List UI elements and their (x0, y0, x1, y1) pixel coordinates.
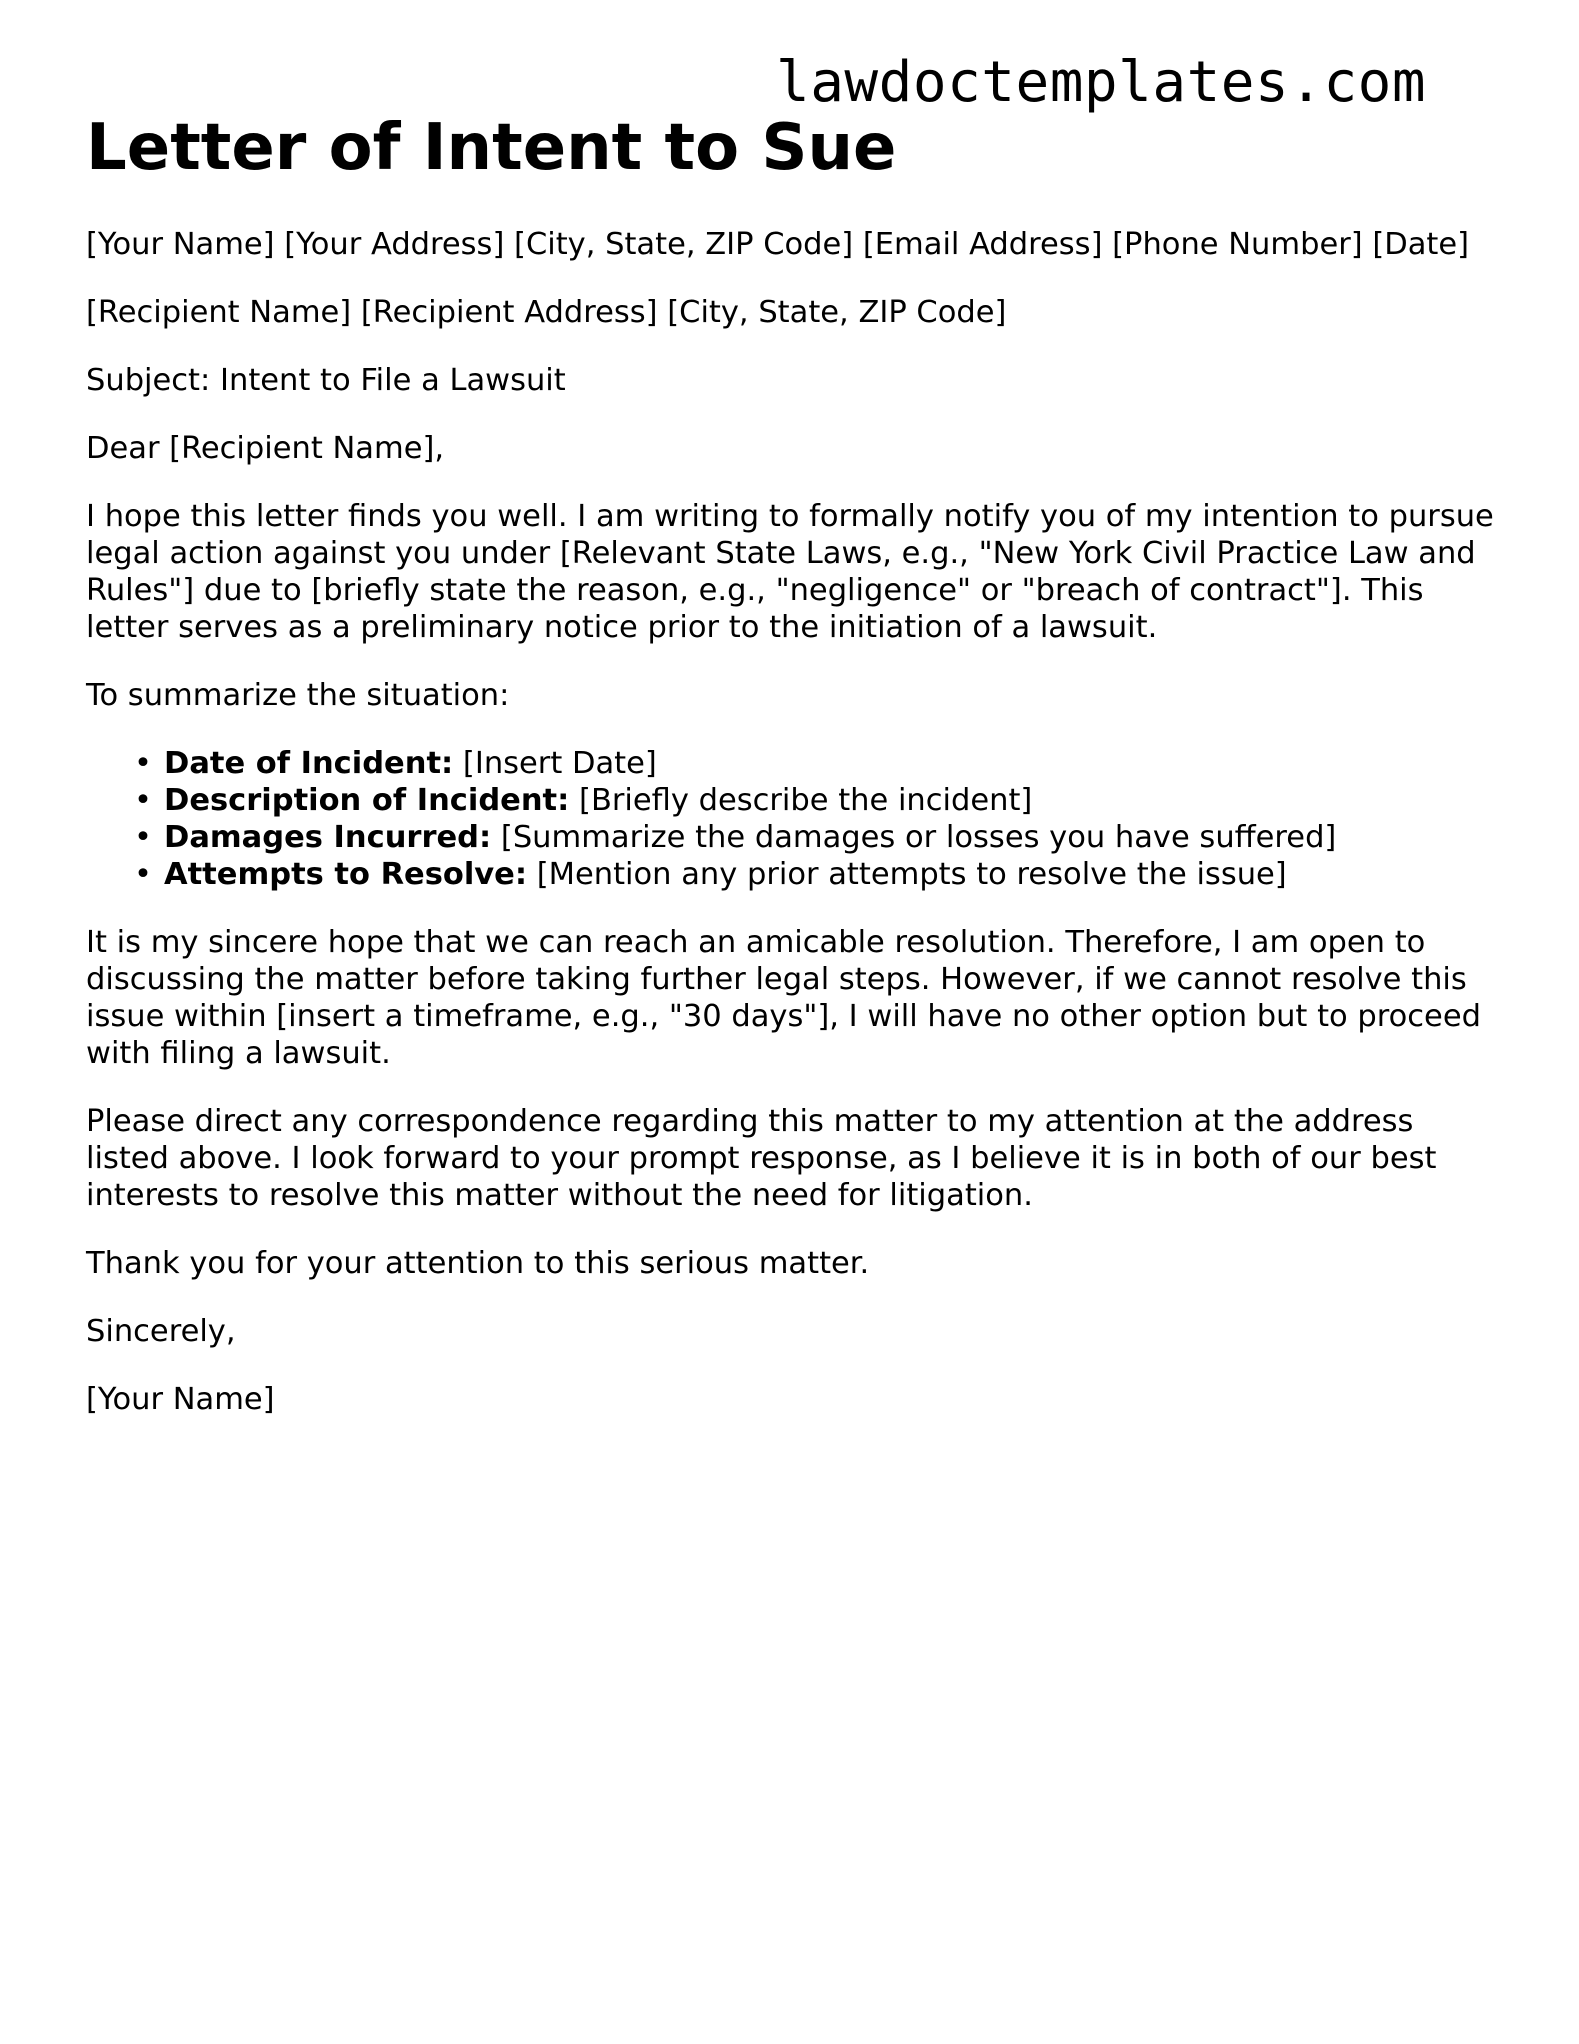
list-item (134, 745, 1506, 782)
list-item-value: [Insert Date] (453, 746, 657, 781)
correspondence-paragraph: Please direct any correspondence regarding this matter to my attention at the address listed above. I look forward to your prompt response, as I believe it is in both of our best interests to resolve this matter without the need for litigation. (86, 1104, 1437, 1213)
bullet-icon: • (134, 746, 152, 781)
intro-paragraph: I hope this letter finds you well. I am writing to formally notify you of my intention to pursue legal action against you under [Relevant State Laws, e.g., "New York Civil Practice Law and Rules"] due to [briefly state the reason, e.g., "negligence" or "breach of contract"]. This letter serves as a preliminary notice prior to the initiation of a lawsuit. (86, 499, 1494, 645)
bullet-icon: • (134, 820, 152, 855)
list-item-value: [Mention any prior attempts to resolve the issue] (527, 857, 1287, 892)
sender-block: [Your Name] [Your Address] [City, State, ZIP Code] [Email Address] [Phone Number] [Date] (86, 227, 1470, 262)
list-item (134, 819, 1506, 856)
list-item-value: [Briefly describe the incident] (569, 783, 1033, 818)
thanks-line: Thank you for your attention to this serious matter. (86, 1246, 870, 1281)
letter-body (86, 226, 1506, 1449)
list-item (134, 856, 1506, 893)
bullet-icon: • (134, 857, 152, 892)
document-title: Letter of Intent to Sue (86, 111, 897, 185)
list-item-label: Damages Incurred: (164, 820, 492, 855)
signature-line: [Your Name] (86, 1382, 275, 1417)
list-item-label: Date of Incident: (164, 746, 454, 781)
summary-lead: To summarize the situation: (86, 678, 510, 713)
list-item-value: [Summarize the damages or losses you have suffered] (491, 820, 1337, 855)
list-item (134, 782, 1506, 819)
subject-line: Subject: Intent to File a Lawsuit (86, 363, 566, 398)
list-item-label: Attempts to Resolve: (164, 857, 528, 892)
closing-line: Sincerely, (86, 1314, 236, 1349)
site-watermark: lawdoctemplates.com (776, 50, 1427, 115)
bullet-icon: • (134, 783, 152, 818)
list-item-label: Description of Incident: (164, 783, 570, 818)
summary-list (86, 745, 1506, 893)
resolution-paragraph: It is my sincere hope that we can reach an amicable resolution. Therefore, I am open to discussing the matter before taking further legal steps. However, if we cannot resolve this issue within [insert a timeframe, e.g., "30 days"], I will have no other option but to proceed with filing a lawsuit. (86, 925, 1481, 1071)
recipient-block: [Recipient Name] [Recipient Address] [City, State, ZIP Code] (86, 295, 1007, 330)
salutation: Dear [Recipient Name], (86, 431, 445, 466)
